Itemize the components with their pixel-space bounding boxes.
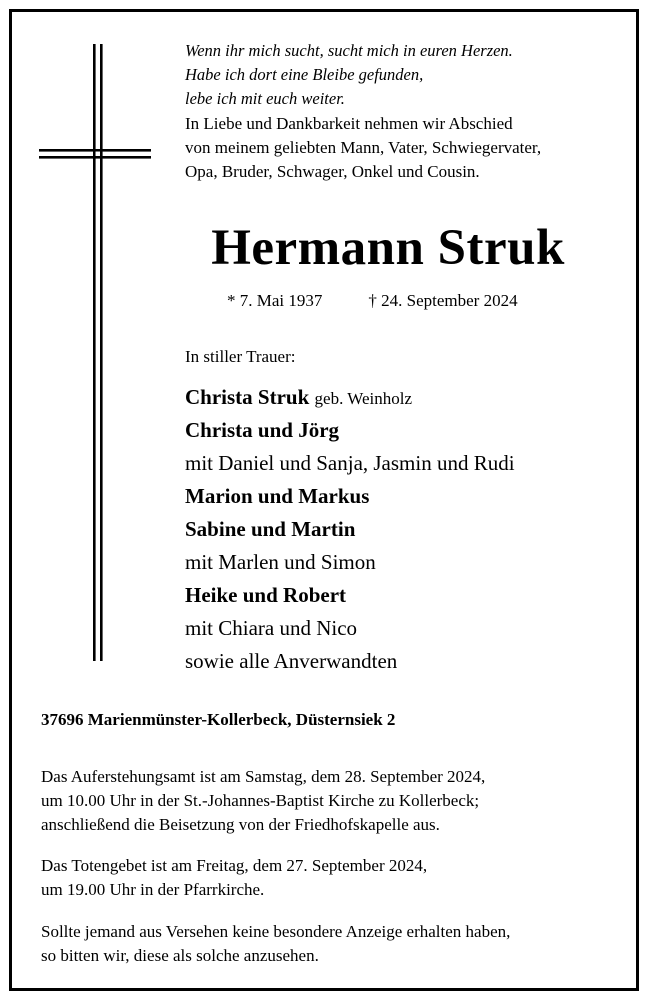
- poem: [185, 39, 513, 111]
- ceremony-line: Das Totengebet ist am Freitag, dem 27. September 2024,: [41, 856, 428, 875]
- intro-line: Opa, Bruder, Schwager, Onkel und Cousin.: [185, 162, 480, 181]
- family-row: Marion und Markus: [185, 484, 370, 508]
- mourning-label: In stiller Trauer:: [185, 347, 296, 366]
- family-row: Heike und Robert: [185, 583, 347, 607]
- family-row: sowie alle Anverwandten: [185, 649, 398, 673]
- family-row: mit Chiara und Nico: [185, 616, 358, 640]
- poem-line: Wenn ihr mich sucht, sucht mich in euren Herzen.: [185, 41, 513, 60]
- life-dates: [227, 289, 518, 313]
- birth-date: * 7. Mai 1937: [227, 291, 323, 310]
- family-row: mit Daniel und Sanja, Jasmin und Rudi: [185, 451, 515, 475]
- deceased-name: Hermann Struk: [211, 220, 565, 276]
- ceremony-line: um 10.00 Uhr in der St.-Johannes-Baptist Kirche zu Kollerbeck;: [41, 791, 480, 810]
- cross-icon: [12, 12, 172, 672]
- family-row: mit Marlen und Simon: [185, 550, 376, 574]
- obituary-frame: [9, 9, 639, 991]
- closing-line: Sollte jemand aus Versehen keine besondere Anzeige erhalten haben,: [41, 922, 511, 941]
- ceremony-line: um 19.00 Uhr in der Pfarrkirche.: [41, 880, 265, 899]
- ceremony-line: anschließend die Beisetzung von der Friedhofskapelle aus.: [41, 815, 440, 834]
- intro-line: In Liebe und Dankbarkeit nehmen wir Abschied: [185, 114, 513, 133]
- death-date: † 24. September 2024: [368, 291, 518, 310]
- ceremony-line: Das Auferstehungsamt ist am Samstag, dem 28. September 2024,: [41, 767, 486, 786]
- ceremony-info: [41, 765, 485, 902]
- maiden-name: geb. Weinholz: [314, 389, 412, 408]
- poem-line: lebe ich mit euch weiter.: [185, 89, 345, 108]
- family-member: Christa Struk: [185, 385, 310, 409]
- closing-line: so bitten wir, diese als solche anzusehen.: [41, 946, 319, 965]
- address: 37696 Marienmünster-Kollerbeck, Düsternsiek 2: [41, 710, 396, 729]
- family-row: Christa und Jörg: [185, 418, 340, 442]
- family-list: [185, 381, 515, 678]
- intro-text: [185, 112, 541, 184]
- poem-line: Habe ich dort eine Bleibe gefunden,: [185, 65, 424, 84]
- closing-note: [41, 920, 510, 968]
- family-row: [185, 381, 515, 414]
- spacer: [41, 837, 485, 854]
- intro-line: von meinem geliebten Mann, Vater, Schwiegervater,: [185, 138, 542, 157]
- family-row: Sabine und Martin: [185, 517, 356, 541]
